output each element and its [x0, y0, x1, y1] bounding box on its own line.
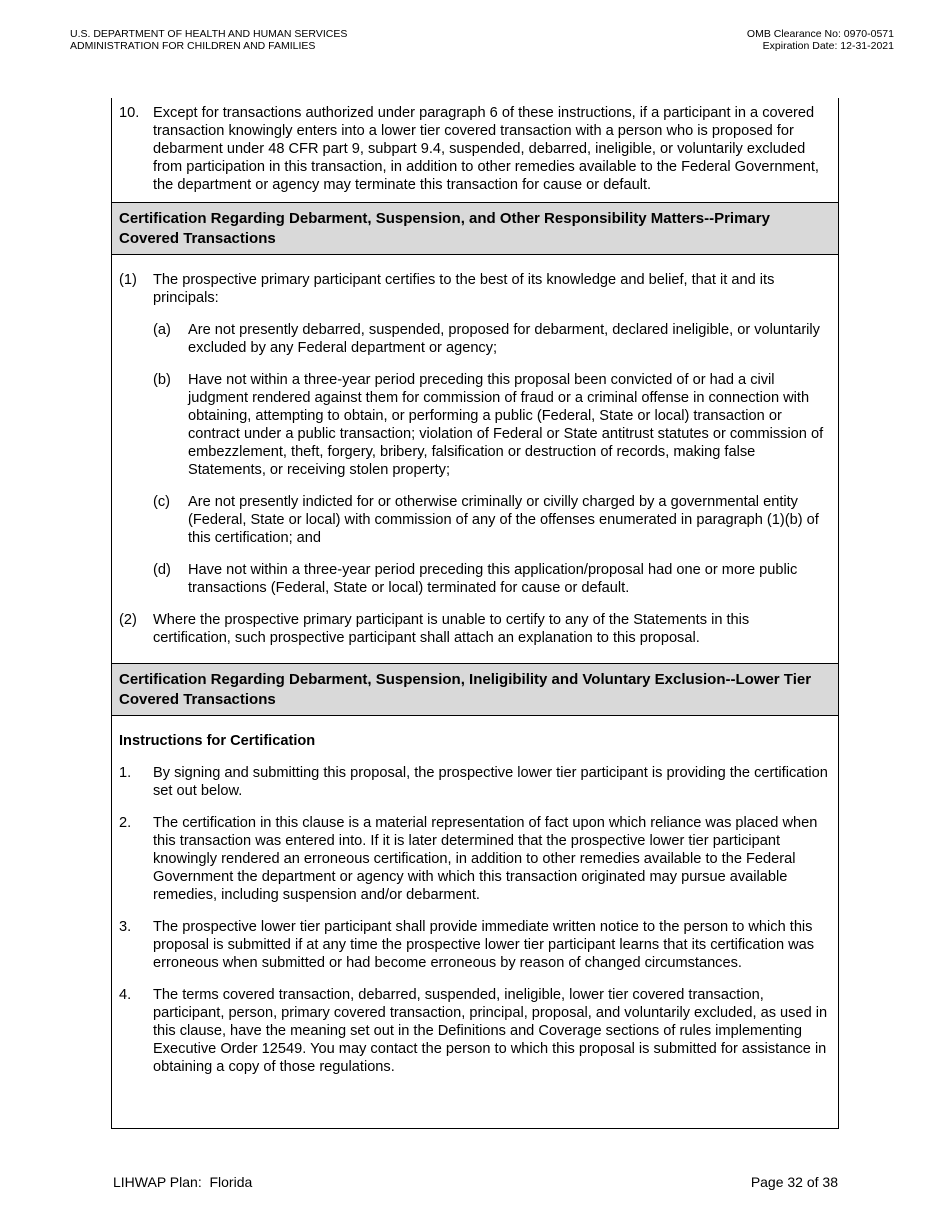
item-number: 4. — [119, 987, 132, 1003]
item-text: Except for transactions authorized under paragraph 6 of these instructions, if a participant in a covered transaction knowingly enters into a lower tier covered transaction with a person who is proposed for debarment under 48 CFR part 9, subpart 9.4, suspended, debarred, ineligible, or voluntarily excluded from participation in this transaction, in addition to other remedies available to the Federal Government, the department or agency may terminate this transaction for cause or default. — [153, 105, 819, 193]
item-text: Have not within a three-year period preceding this proposal been convicted of or had a civil judgment rendered against them for commission of fraud or a criminal offense in connection with obtaining, attempting to obtain, or performing a public (Federal, State or local) transaction or contract under a public transaction; violation of Federal or State antitrust statutes or commission of embezzlement, theft, forgery, bribery, falsification or destruction of records, making false Statements, or receiving stolen property; — [188, 372, 824, 478]
footer-plan: LIHWAP Plan: Florida — [113, 1174, 253, 1190]
header-line: ADMINISTRATION FOR CHILDREN AND FAMILIES — [70, 40, 316, 52]
subheading: Instructions for Certification — [119, 733, 316, 749]
agency-header — [70, 28, 347, 52]
section-heading: Certification Regarding Debarment, Suspension, and Other Responsibility Matters--Primary Covered Transactions — [112, 202, 838, 255]
item-text: Where the prospective primary participant is unable to certify to any of the Statements in this certification, such prospective participant shall attach an explanation to this proposal. — [153, 612, 750, 646]
item-text: The prospective lower tier participant shall provide immediate written notice to the person to which this proposal is submitted if at any time the prospective lower tier participant learns that its certification was erroneous when submitted or had become erroneous by reason of changed circumstances. — [153, 919, 815, 971]
item-10-section — [112, 98, 838, 202]
item-text: The certification in this clause is a material representation of fact upon which reliance was placed when this transaction was entered into. If it is later determined that the prospective lower tier participant knowingly rendered an erroneous certification, in addition to other remedies available to the Federal Government the department or agency with which this transaction originated may pursue available remedies, including suspension and/or debarment. — [153, 815, 818, 903]
certification-table — [111, 98, 839, 1129]
item-number: 10. — [119, 105, 140, 121]
item-number: (a) — [153, 322, 171, 338]
sub-item — [153, 561, 830, 597]
list-item — [119, 611, 830, 647]
item-number: 1. — [119, 765, 132, 781]
lower-tier-section — [112, 716, 838, 1102]
item-text: Are not presently indicted for or otherwise criminally or civilly charged by a governmental entity (Federal, State or local) with commission of any of the offenses enumerated in paragraph (1)(b) of this certification; and — [188, 494, 819, 546]
list-item — [119, 986, 830, 1076]
item-number: 2. — [119, 815, 132, 831]
list-item — [119, 104, 830, 194]
list-item — [119, 918, 830, 972]
item-text: Have not within a three-year period preceding this application/proposal had one or more public transactions (Federal, State or local) terminated for cause or default. — [188, 562, 798, 596]
item-text: The prospective primary participant certifies to the best of its knowledge and belief, that it and its principals: — [153, 272, 775, 306]
list-item — [119, 271, 830, 597]
list-item — [119, 764, 830, 800]
header-line: U.S. DEPARTMENT OF HEALTH AND HUMAN SERVICES — [70, 28, 348, 40]
item-text: Are not presently debarred, suspended, proposed for debarment, declared ineligible, or voluntarily excluded by any Federal department or agency; — [188, 322, 820, 356]
primary-section — [112, 255, 838, 663]
item-text — [153, 271, 830, 597]
sub-item — [153, 371, 830, 479]
item-number: (b) — [153, 372, 171, 388]
item-number: (1) — [119, 272, 137, 288]
item-number: 3. — [119, 919, 132, 935]
item-text: By signing and submitting this proposal, the prospective lower tier participant is providing the certification set out below. — [153, 765, 828, 799]
sub-item — [153, 493, 830, 547]
omb-header — [747, 28, 894, 52]
list-item — [119, 814, 830, 904]
section-heading: Certification Regarding Debarment, Suspension, Ineligibility and Voluntary Exclusion--Lower Tier Covered Transactions — [112, 663, 838, 716]
item-number: (c) — [153, 494, 171, 510]
expiration-date: Expiration Date: 12-31-2021 — [762, 40, 894, 52]
item-number: (2) — [119, 612, 137, 628]
page-number: Page 32 of 38 — [750, 1174, 838, 1190]
omb-clearance: OMB Clearance No: 0970-0571 — [746, 28, 894, 40]
item-number: (d) — [153, 562, 171, 578]
sub-item — [153, 321, 830, 357]
item-text: The terms covered transaction, debarred, suspended, ineligible, lower tier covered transaction, participant, person, primary covered transaction, principal, proposal, and voluntarily excluded, as used in this clause, have the meaning set out in the Definitions and Coverage sections of rules implementing Executive Order 12549. You may contact the person to which this proposal is submitted for assistance in obtaining a copy of those regulations. — [153, 987, 828, 1075]
